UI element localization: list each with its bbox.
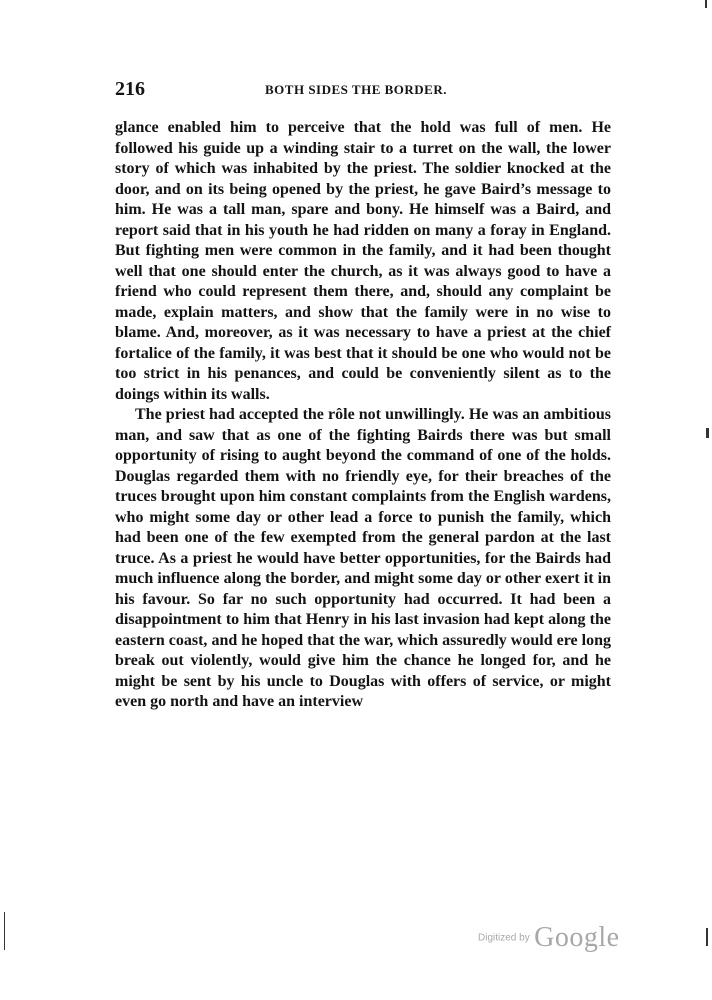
digitized-by-google-watermark [478, 922, 620, 954]
google-logo: Google [534, 922, 620, 953]
page-number: 216 [115, 78, 145, 100]
scan-mark [706, 428, 709, 438]
paragraph-continued: glance enabled him to perceive that the hold was full of men. He followed his guide up a winding stair to a turret on the wall, the lower story of which was inhabited by the priest. The soldier knocked at the door, and on its being opened by the priest, he gave Baird’s message to him. He was a tall man, spare and bony. He himself was a Baird, and report said that in his youth he had ridden on many a foray in England. But fighting men were common in the family, and it had been thought well that one should enter the church, as it was always good to have a friend who could represent them there, and, should any complaint be made, explain matters, and show that the family were in no wise to blame. And, moreover, as it was necessary to have a priest at the chief fortalice of the family, it was best that it should be one who would not be too strict in his penances, and could be conveniently silent as to the doings within its walls. [115, 119, 611, 403]
scan-mark [706, 928, 708, 946]
paragraph: The priest had accepted the rôle not unwillingly. He was an ambitious man, and saw that as one of the fighting Bairds there was but small opportunity of rising to aught beyond the command of one of the holds. Douglas regarded them with no friendly eye, for their breaches of the truces brought upon him constant complaints from the English wardens, who might some day or other lead a force to punish the family, which had been one of the few exempted from the general pardon at the last truce. As a priest he would have better opportunities, for the Bairds had much influence along the border, and might some day or other exert it in his favour. So far no such opportunity had occurred. It had been a disappointment to him that Henry in his last invasion had kept along the eastern coast, and he hoped that the war, which assuredly would ere long break out violently, would give him the chance he longed for, and he might be sent by his uncle to Douglas with offers of service, or might even go north and have an interview [115, 406, 611, 710]
scan-mark [705, 0, 707, 8]
page-header [115, 78, 611, 102]
watermark-prefix: Digitized by [478, 932, 530, 944]
page-body [115, 118, 611, 713]
running-head: BOTH SIDES THE BORDER. [265, 82, 447, 97]
scan-mark [4, 912, 5, 950]
